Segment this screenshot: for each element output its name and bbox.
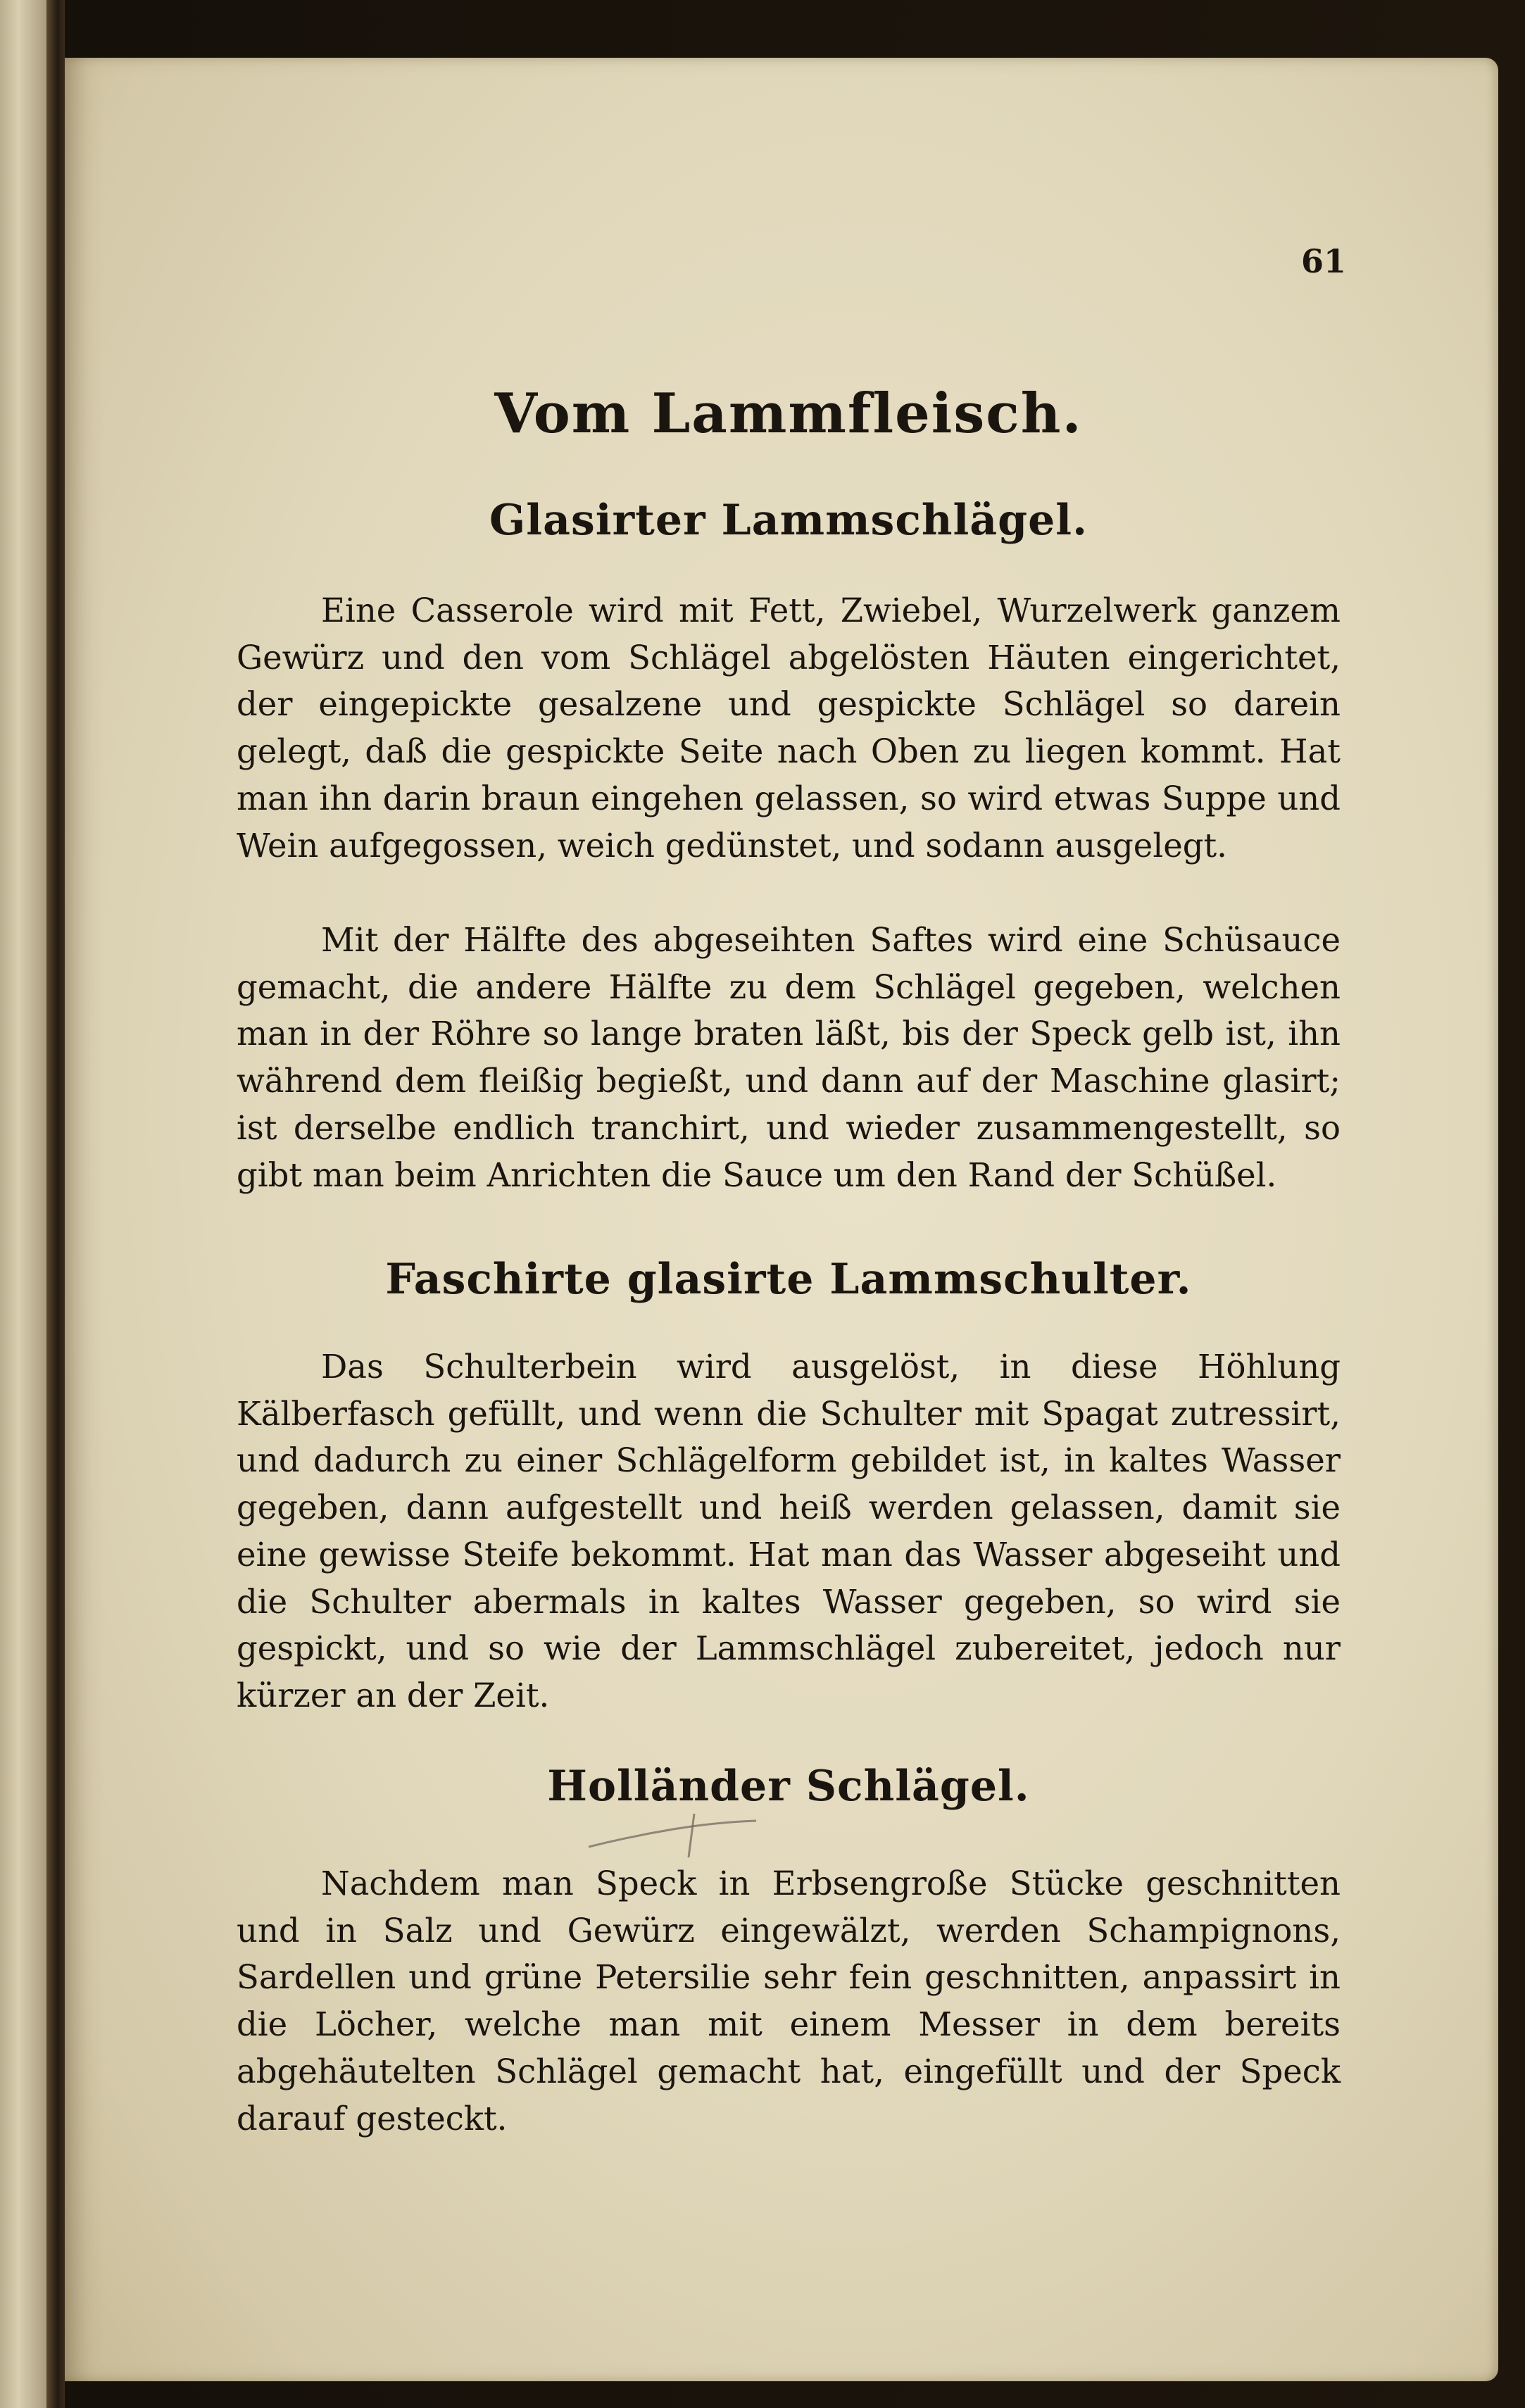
recipe-paragraph: Das Schulterbein wird ausgelöst, in diese Höhlung Kälberfasch gefüllt, und wenn die Schulter mit Spagat zutressirt, und dadurch zu einer Schlägelform gebildet ist, in kaltes Wasser gegeben, dann aufgestellt und heiß werden gelassen, damit sie eine gewisse Steife bekommt. Hat man das Wasser abgeseiht und die Schulter abermals in kaltes Wasser gegeben, so wird sie gespickt, und so wie der Lammschlägel zubereitet, jedoch nur kürzer an der Zeit. xyxy=(237,1348,1341,1714)
page-number: 61 xyxy=(1300,242,1346,280)
recipe-title-faschirte-lammschulter: Faschirte glasirte Lammschulter. xyxy=(385,1255,1192,1304)
section-title: Vom Lammfleisch. xyxy=(494,382,1083,446)
book-page xyxy=(65,58,1498,2381)
recipe-paragraph: Eine Casserole wird mit Fett, Zwiebel, Wurzelwerk ganzem Gewürz und den vom Schlägel abgelösten Häuten eingerichtet, der eingepickte gesalzene und gespickte Schlägel so darein gelegt, daß die gespickte Seite nach Oben zu liegen kommt. Hat man ihn darin braun eingehen gelassen, so wird etwas Suppe und Wein aufgegossen, weich gedünstet, und sodann ausgelegt. xyxy=(237,591,1341,865)
recipe-paragraph: Nachdem man Speck in Erbsengroße Stücke geschnitten und in Salz und Gewürz eingewälzt, werden Schampignons, Sardellen und grüne Petersilie sehr fein geschnitten, anpassirt in die Löcher, welche man mit einem Messer in dem bereits abgehäutelten Schlägel gemacht hat, eingefüllt und der Speck darauf gesteckt. xyxy=(237,1864,1341,2138)
previous-page-edge xyxy=(0,0,46,2408)
recipe-paragraph: Mit der Hälfte des abgeseihten Saftes wird eine Schüsauce gemacht, die andere Hälfte zu dem Schlägel gegeben, welchen man in der Röhre so lange braten läßt, bis der Speck gelb ist, ihn während dem fleißig begießt, und dann auf der Maschine glasirt; ist derselbe endlich tranchirt, und wieder zusammengestellt, so gibt man beim Anrichten die Sauce um den Rand der Schüßel. xyxy=(237,921,1341,1194)
recipe-title-hollaender-schlaegel: Holländer Schlägel. xyxy=(547,1762,1030,1811)
book-spine xyxy=(46,0,65,2408)
pencil-mark-icon xyxy=(589,1808,758,1864)
recipe-title-glasirter-lammschlaegel: Glasirter Lammschlägel. xyxy=(489,496,1088,545)
